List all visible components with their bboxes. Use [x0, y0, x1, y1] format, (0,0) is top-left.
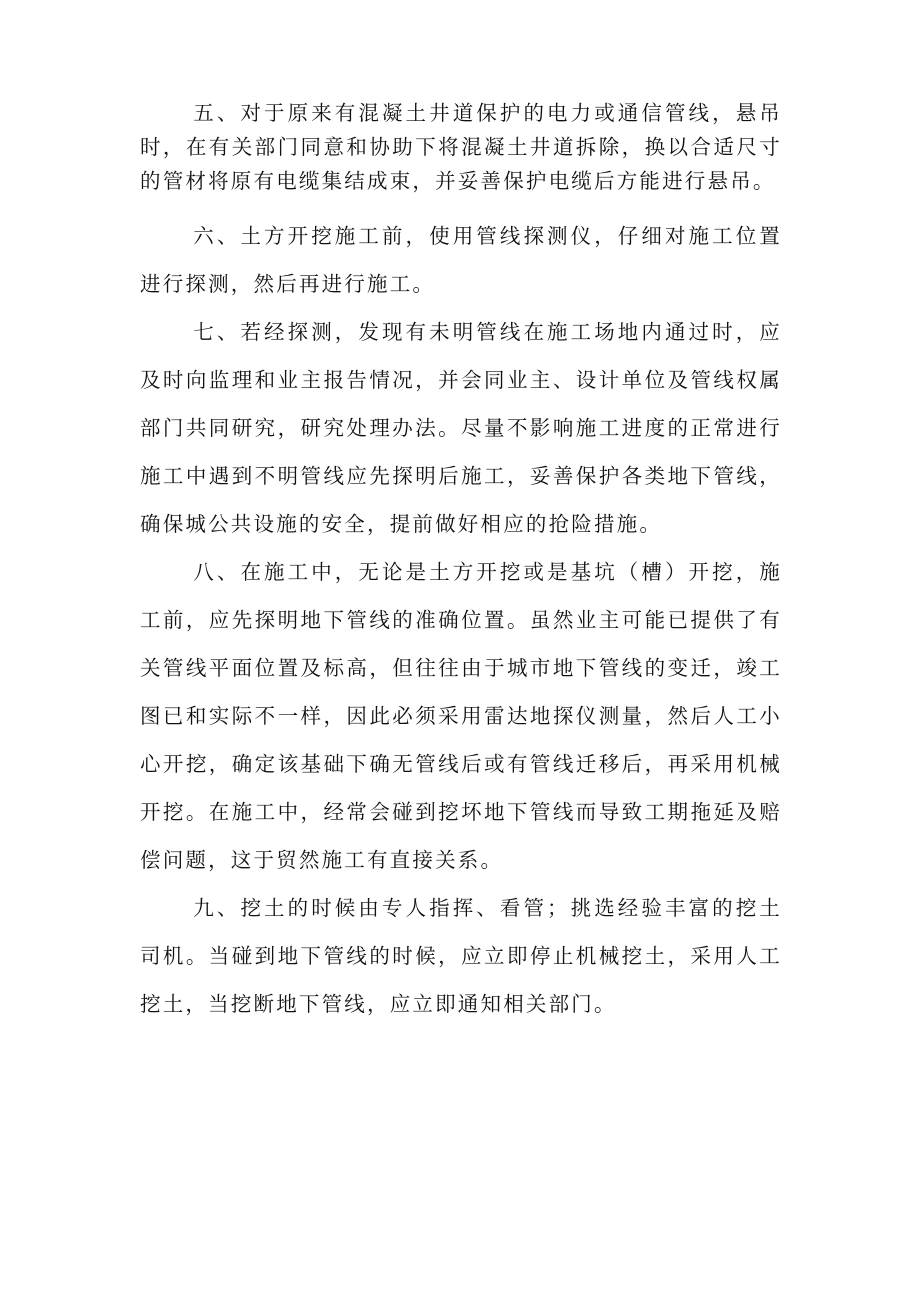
paragraph-5: 五、对于原来有混凝土井道保护的电力或通信管线，悬吊时，在有关部门同意和协助下将混凝土井道拆除，换以合适尺寸的管材将原有电缆集结成束，并妥善保护电缆后方能进行悬吊。	[140, 101, 782, 193]
paragraph-8: 八、在施工中，无论是土方开挖或是基坑（槽）开挖，施工前，应先探明地下管线的准确位置。虽然业主可能已提供了有关管线平面位置及标高，但往往由于城市地下管线的变迁，竣工图已和实际不一样，因此必须采用雷达地探仪测量，然后人工小心开挖，确定该基础下确无管线后或有管线迁移后，再采用机械开挖。在施工中，经常会碰到挖坏地下管线而导致工期拖延及赔偿问题，这于贸然施工有直接关系。	[140, 560, 782, 872]
paragraph-6: 六、土方开挖施工前，使用管线探测仪，仔细对施工位置进行探测，然后再进行施工。	[140, 224, 782, 296]
document-body	[140, 96, 782, 1028]
paragraph-7: 七、若经探测，发现有未明管线在施工场地内通过时，应及时向监理和业主报告情况，并会同业主、设计单位及管线权属部门共同研究，研究处理办法。尽量不影响施工进度的正常进行施工中遇到不明管线应先探明后施工，妥善保护各类地下管线，确保城公共设施的安全，提前做好相应的抢险措施。	[140, 320, 782, 536]
paragraph-9: 九、挖土的时候由专人指挥、看管；挑选经验丰富的挖土司机。当碰到地下管线的时候，应立即停止机械挖土，采用人工挖土，当挖断地下管线，应立即通知相关部门。	[140, 896, 782, 1016]
